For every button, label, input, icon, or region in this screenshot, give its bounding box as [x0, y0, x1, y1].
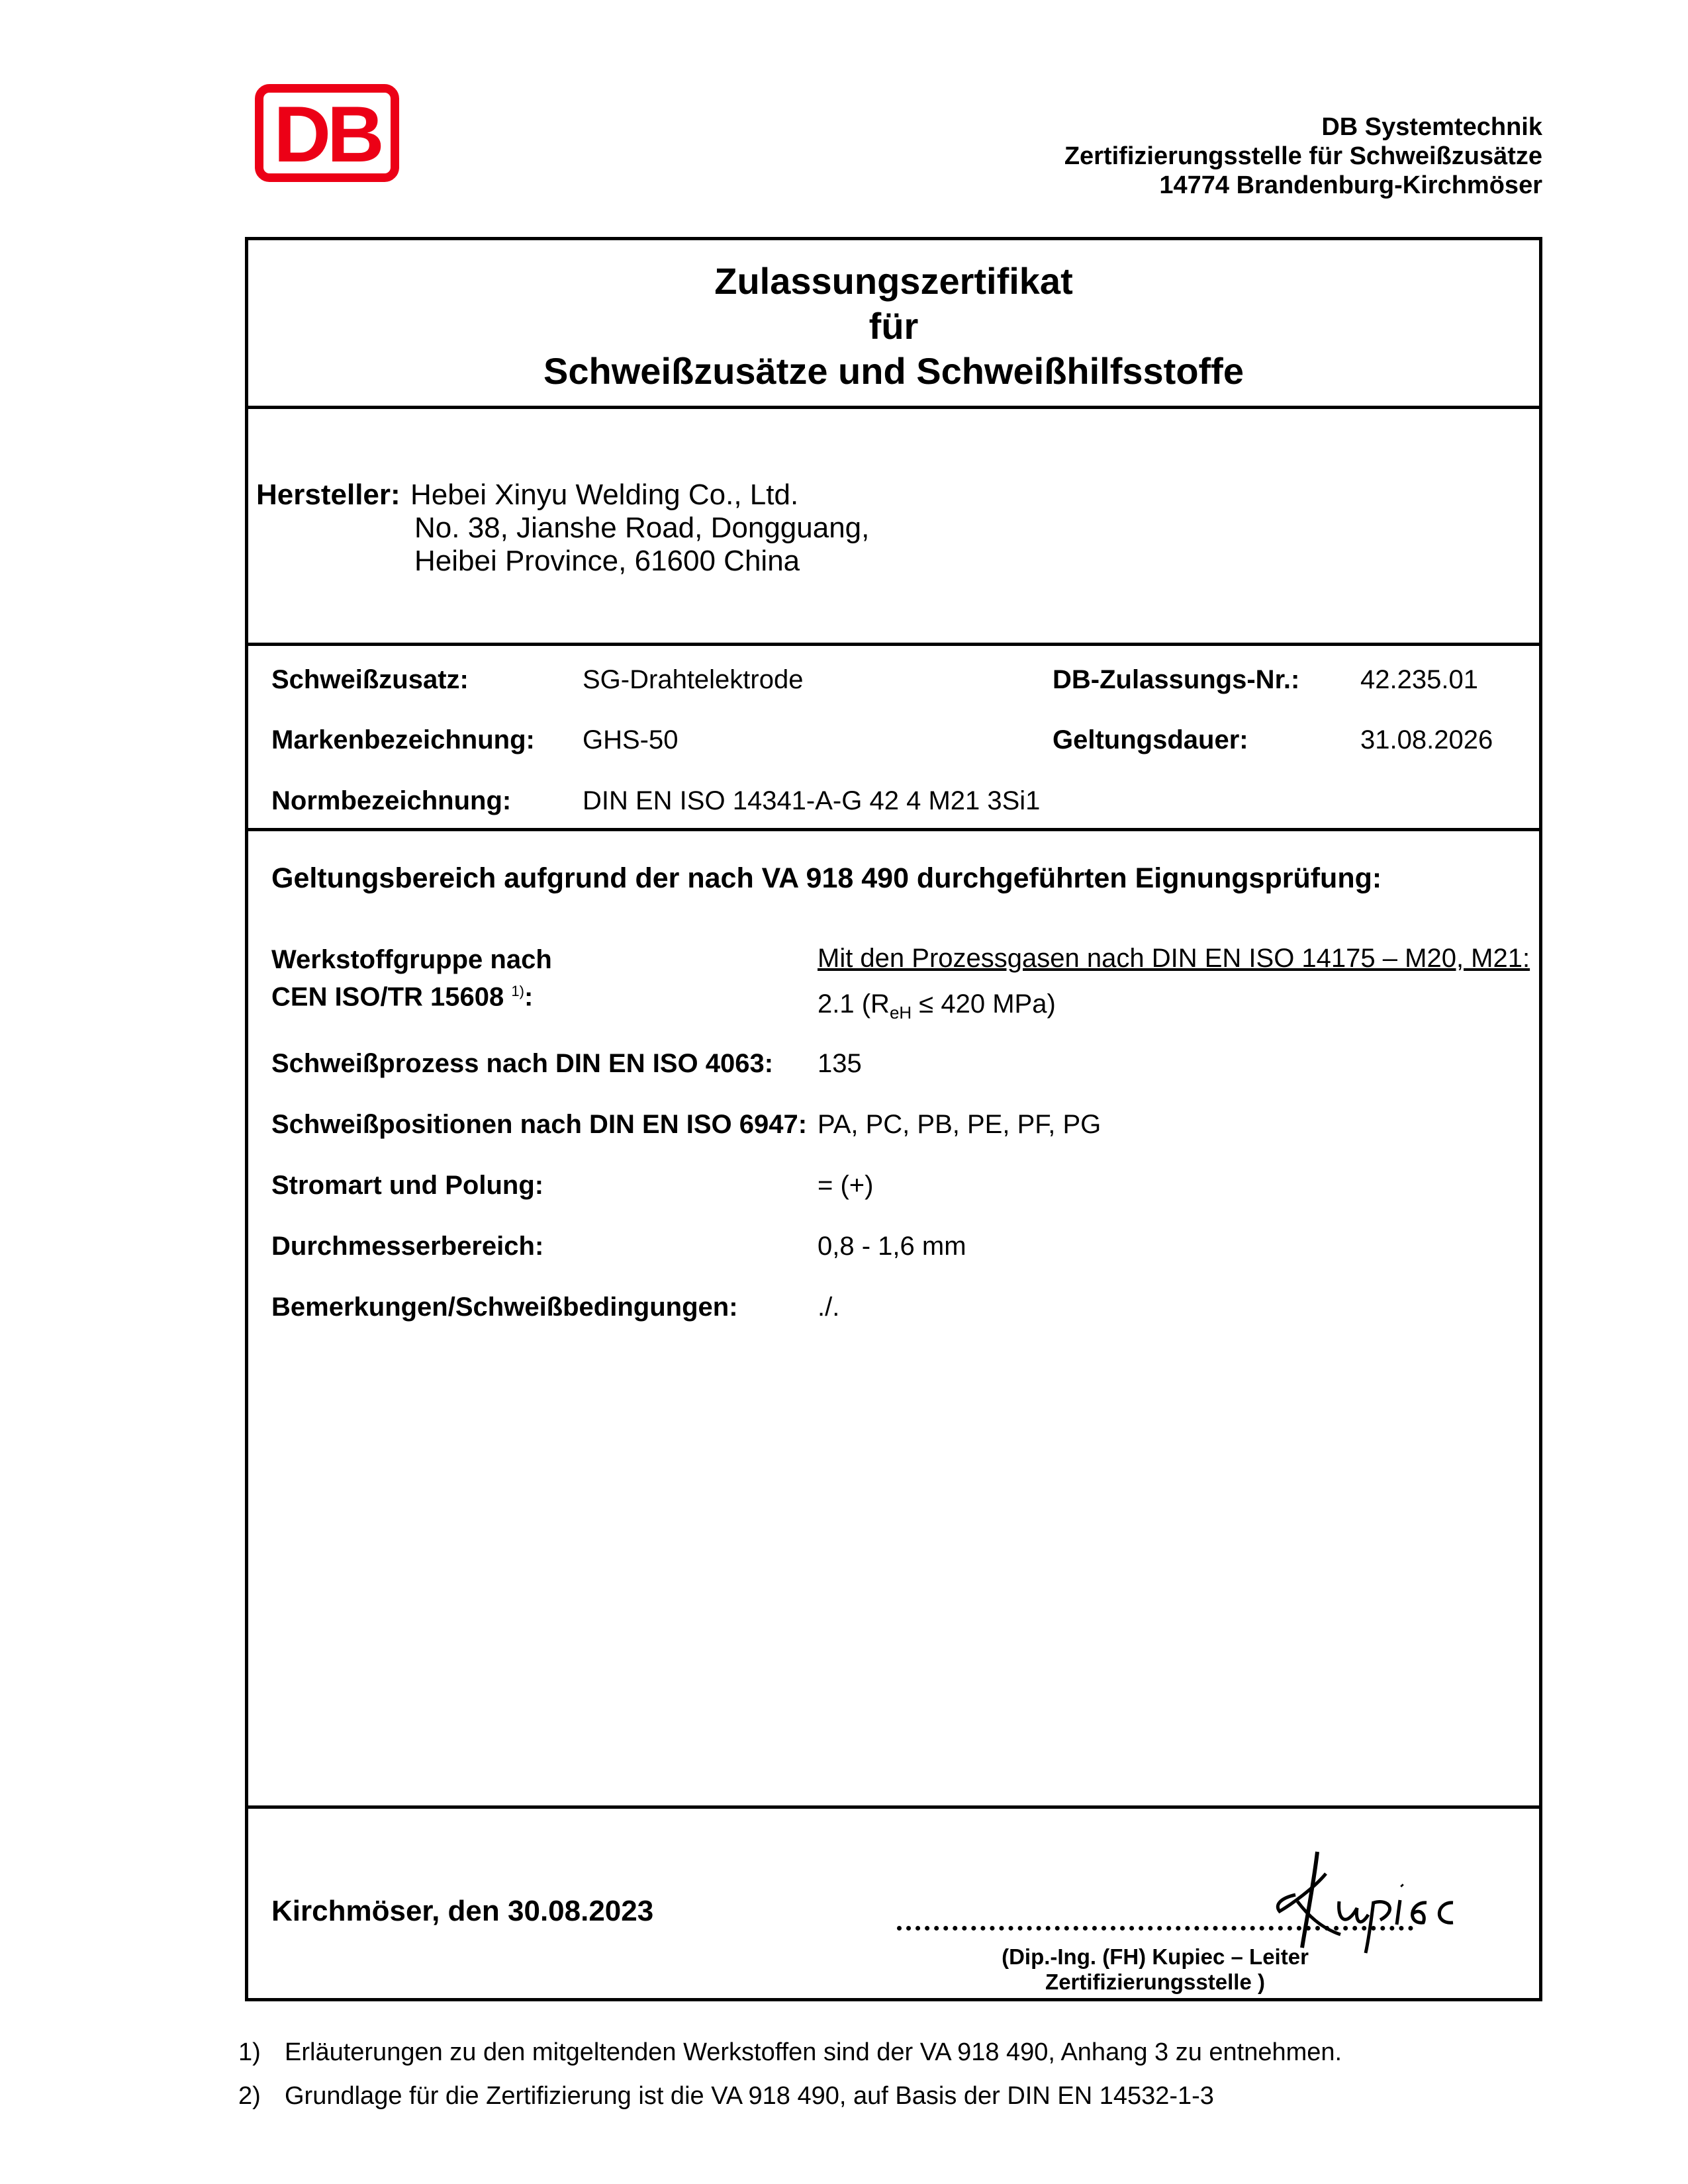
manufacturer-label: Hersteller: [256, 478, 400, 511]
material-group-colon: : [524, 982, 534, 1012]
db-logo [255, 84, 399, 182]
footnote-2-number: 2) [238, 2082, 261, 2110]
title-line-2: für [868, 305, 919, 347]
title-line-3: Schweißzusätze und Schweißhilfsstoffe [543, 350, 1244, 392]
divider [248, 406, 1539, 409]
material-group-label-line-2: CEN ISO/TR 15608 [271, 982, 504, 1012]
diameter-label: Durchmesserbereich: [271, 1232, 544, 1261]
logo-text: DB [273, 90, 381, 179]
positions-value: PA, PC, PB, PE, PF, PG [818, 1110, 1102, 1139]
approval-number-label: DB-Zulassungs-Nr.: [1053, 665, 1300, 694]
title-line-1: Zulassungszertifikat [714, 260, 1073, 302]
validity-label: Geltungsdauer: [1053, 725, 1248, 754]
issuer-line-1: DB Systemtechnik [1321, 113, 1542, 141]
approval-number-value: 42.235.01 [1360, 665, 1478, 694]
footnote-ref-1: 1) [511, 983, 524, 999]
issuer-block [1064, 113, 1542, 200]
divider [248, 1805, 1539, 1809]
signer-caption: (Dip.-Ing. (FH) Kupiec – Leiter Zertifizierungsstelle ) [1002, 1944, 1309, 1994]
material-group-value-a: 2.1 (R [818, 989, 890, 1019]
material-group-value [818, 989, 1056, 1023]
positions-label: Schweißpositionen nach DIN EN ISO 6947: [271, 1110, 808, 1139]
place-date: Kirchmöser, den 30.08.2023 [271, 1895, 654, 1927]
validity-value: 31.08.2026 [1360, 725, 1493, 754]
divider [248, 643, 1539, 646]
process-label: Schweißprozess nach DIN EN ISO 4063: [271, 1049, 774, 1078]
process-gases-value: Mit den Prozessgasen nach DIN EN ISO 14175 – M20, M21: [818, 944, 1530, 973]
material-group-value-sub: eH [889, 1003, 912, 1023]
footnote-2-text: Grundlage für die Zertifizierung ist die VA 918 490, auf Basis der DIN EN 14532-1-3 [285, 2082, 1214, 2110]
brand-value: GHS-50 [583, 725, 679, 754]
norm-label: Normbezeichnung: [271, 786, 512, 815]
filler-label: Schweißzusatz: [271, 665, 469, 694]
signature-line [897, 1926, 1413, 1931]
process-value: 135 [818, 1049, 862, 1078]
divider [248, 828, 1539, 831]
material-group-label-line-1: Werkstoffgruppe nach [271, 945, 552, 974]
scope-title: Geltungsbereich aufgrund der nach VA 918 490 durchgeführten Eignungsprüfung: [271, 862, 1382, 894]
manufacturer-block [410, 478, 869, 578]
material-group-label [271, 944, 552, 1013]
current-label: Stromart und Polung: [271, 1171, 544, 1200]
footnote-1 [238, 2038, 1342, 2067]
issuer-line-3: 14774 Brandenburg-Kirchmöser [1159, 171, 1542, 199]
brand-label: Markenbezeichnung: [271, 725, 535, 754]
current-value: = (+) [818, 1171, 874, 1200]
handwritten-signature [1029, 1842, 1460, 1954]
manufacturer-name: Hebei Xinyu Welding Co., Ltd. [410, 478, 799, 511]
certificate-title [248, 259, 1539, 394]
footnote-2 [238, 2082, 1214, 2111]
remarks-value: ./. [818, 1293, 840, 1322]
issuer-line-2: Zertifizierungsstelle für Schweißzusätze [1064, 142, 1542, 170]
manufacturer-address-2: Heibei Province, 61600 China [414, 545, 800, 577]
norm-value: DIN EN ISO 14341-A-G 42 4 M21 3Si1 [583, 786, 1041, 815]
material-group-value-b: ≤ 420 MPa) [912, 989, 1056, 1019]
manufacturer-address-1: No. 38, Jianshe Road, Dongguang, [414, 512, 870, 544]
certificate-box [245, 237, 1542, 2001]
filler-value: SG-Drahtelektrode [583, 665, 804, 694]
footnote-1-number: 1) [238, 2038, 261, 2066]
remarks-label: Bemerkungen/Schweißbedingungen: [271, 1293, 738, 1322]
footnote-1-text: Erläuterungen zu den mitgeltenden Werkstoffen sind der VA 918 490, Anhang 3 zu entnehmen. [285, 2038, 1342, 2066]
diameter-value: 0,8 - 1,6 mm [818, 1232, 966, 1261]
